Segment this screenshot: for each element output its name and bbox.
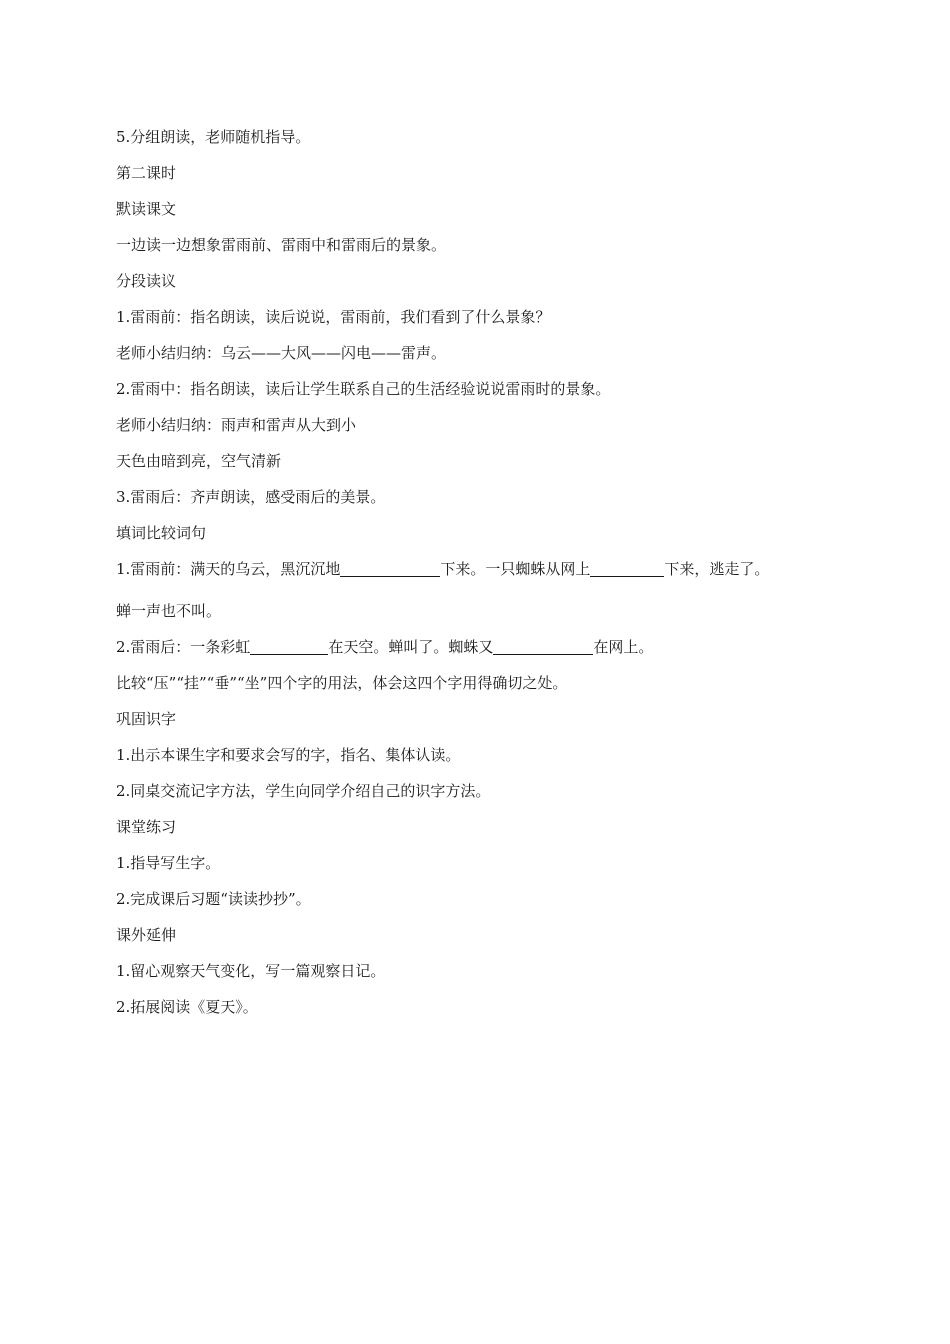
text-line: 老师小结归纳：雨声和雷声从大到小 xyxy=(116,416,357,434)
text-line: 比较“压”“挂”“垂”“坐”四个字的用法，体会这四个字用得确切之处。 xyxy=(116,674,568,692)
text-line: 老师小结归纳：乌云——大风——闪电——雷声。 xyxy=(116,344,447,362)
text-line: 1.指导写生字。 xyxy=(116,854,221,872)
text-line: 蝉一声也不叫。 xyxy=(116,602,222,620)
fill-text: 2.雷雨后：一条彩虹 xyxy=(116,638,251,656)
text-line: 2.同桌交流记字方法，学生向同学介绍自己的识字方法。 xyxy=(116,782,491,800)
fill-text: 下来，逃走了。 xyxy=(664,560,770,578)
text-line: 2.完成课后习题“读读抄抄”。 xyxy=(116,890,311,908)
text-line: 天色由暗到亮，空气清新 xyxy=(116,452,282,470)
text-line: 3.雷雨后：齐声朗读，感受雨后的美景。 xyxy=(116,488,386,506)
text-line: 1.出示本课生字和要求会写的字，指名、集体认读。 xyxy=(116,746,461,764)
text-line: 2.雷雨中：指名朗读，读后让学生联系自己的生活经验说说雷雨时的景象。 xyxy=(116,380,611,398)
fill-blank xyxy=(340,558,440,577)
section-heading: 课外延伸 xyxy=(116,926,177,944)
text-line: 2.拓展阅读《夏天》。 xyxy=(116,998,258,1016)
fill-text: 在网上。 xyxy=(593,638,654,656)
fill-blank-line-2 xyxy=(116,634,836,670)
text-line: 一边读一边想象雷雨前、雷雨中和雷雨后的景象。 xyxy=(116,236,447,254)
fill-text: 下来。一只蜘蛛从网上 xyxy=(440,560,591,578)
text-line: 5.分组朗读，老师随机指导。 xyxy=(116,128,311,146)
fill-blank xyxy=(590,558,664,577)
fill-text: 在天空。蝉叫了。蜘蛛又 xyxy=(328,638,494,656)
section-heading: 第二课时 xyxy=(116,164,177,182)
fill-blank-line-1 xyxy=(116,556,836,598)
section-heading: 巩固识字 xyxy=(116,710,177,728)
section-heading: 分段读议 xyxy=(116,272,177,290)
document-body xyxy=(116,124,836,1030)
fill-blank xyxy=(250,636,328,655)
fill-blank xyxy=(493,636,593,655)
section-heading: 填词比较词句 xyxy=(116,524,207,542)
section-heading: 课堂练习 xyxy=(116,818,177,836)
text-line: 1.留心观察天气变化，写一篇观察日记。 xyxy=(116,962,386,980)
text-line: 1.雷雨前：指名朗读，读后说说，雷雨前，我们看到了什么景象？ xyxy=(116,308,551,326)
fill-text: 1.雷雨前：满天的乌云，黑沉沉地 xyxy=(116,560,341,578)
section-heading: 默读课文 xyxy=(116,200,177,218)
